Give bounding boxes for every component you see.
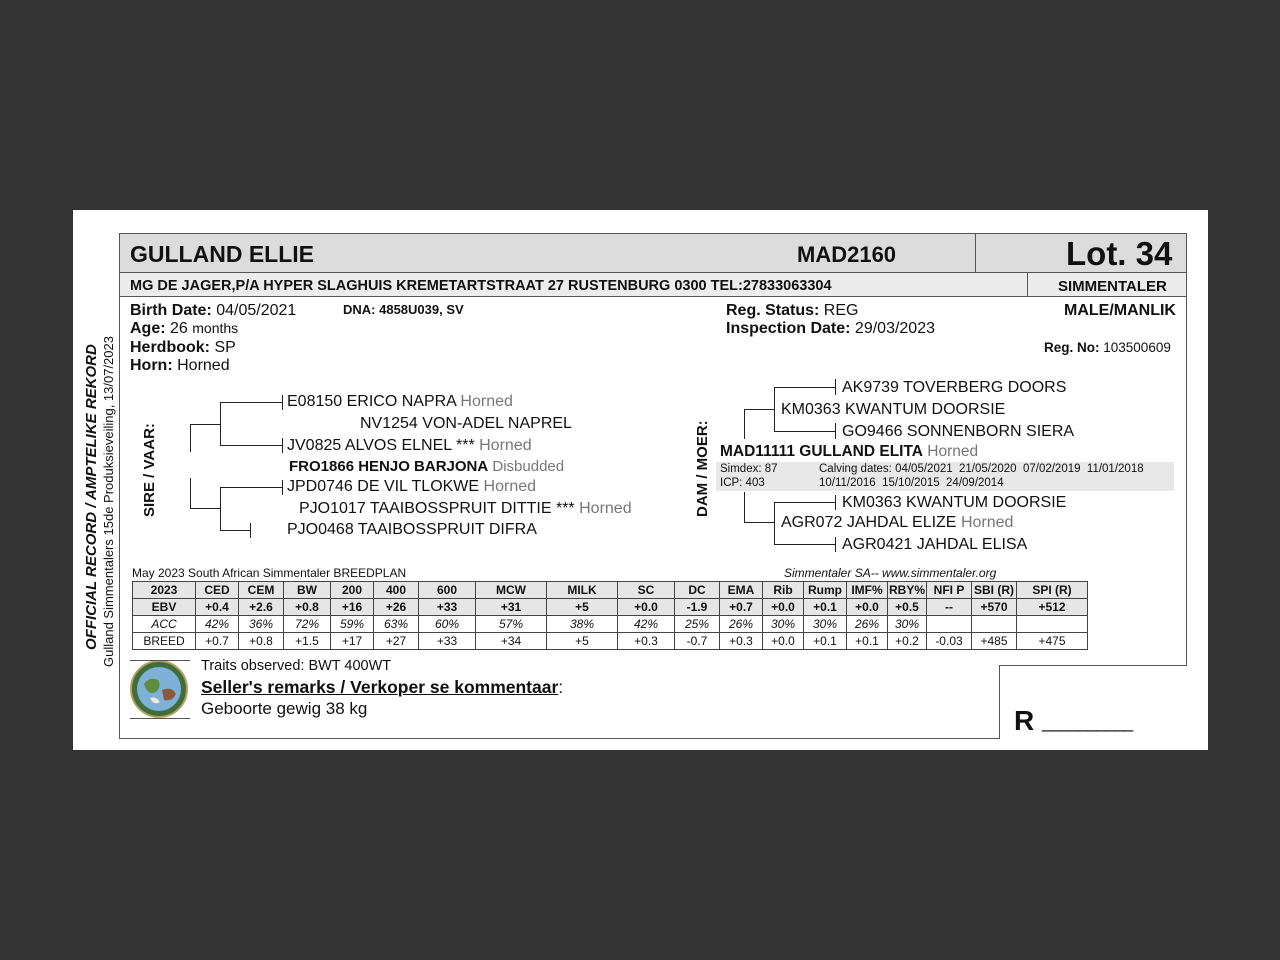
ebv-cell: -1.9 xyxy=(675,599,720,616)
sire-label: SIRE / VAAR: xyxy=(141,423,158,517)
breed-cell: BREED xyxy=(133,633,196,650)
dam-dam-sire: KM0363 KWANTUM DOORSIE xyxy=(842,494,1067,511)
traits-observed: Traits observed: BWT 400WT xyxy=(201,658,392,674)
breed-cell: +27 xyxy=(374,633,419,650)
ebv-cell: +31 xyxy=(476,599,547,616)
breed-cell: +0.2 xyxy=(888,633,927,650)
ebv-header-cell: 200 xyxy=(331,582,374,599)
remarks-heading: Seller's remarks / Verkoper se kommentaar: xyxy=(201,677,564,697)
icp: ICP: 403 xyxy=(720,477,765,489)
ebv-cell: +26 xyxy=(374,599,419,616)
official-record-label: OFFICIAL RECORD / AMPTELIKE REKORD xyxy=(83,344,100,650)
birth-date: Birth Date: 04/05/2021 xyxy=(130,302,297,319)
breed-cell: -0.7 xyxy=(675,633,720,650)
inspection-date: Inspection Date: 29/03/2023 xyxy=(726,320,935,337)
age: Age: 26 months xyxy=(130,320,239,337)
acc-cell xyxy=(972,616,1017,633)
sale-label: Gulland Simmentalers 15de Produksieveiling, 13/07/2023 xyxy=(101,336,116,667)
owner-line: MG DE JAGER,P/A HYPER SLAGHUIS KREMETARTSTRAAT 27 RUSTENBURG 0300 TEL:27833063304 xyxy=(130,278,832,294)
sire-dam: JPD0746 DE VIL TLOKWE Horned xyxy=(287,478,537,495)
ebv-cell: +0.0 xyxy=(847,599,888,616)
breedplan-title: May 2023 South African Simmentaler BREEDPLAN xyxy=(132,566,407,580)
acc-cell: ACC xyxy=(133,616,196,633)
ebv-table xyxy=(132,581,1088,650)
breed-cell: +485 xyxy=(972,633,1017,650)
ebv-header-cell: NFI P xyxy=(927,582,972,599)
website: Simmentaler SA-- www.simmentaler.org xyxy=(784,566,997,580)
ebv-header-cell: MILK xyxy=(547,582,618,599)
remarks-text: Geboorte gewig 38 kg xyxy=(201,699,368,718)
ebv-cell: +512 xyxy=(1017,599,1088,616)
breed-cell: +5 xyxy=(547,633,618,650)
breed-cell: +0.3 xyxy=(618,633,675,650)
ebv-cell: -- xyxy=(927,599,972,616)
breed-cell: +0.3 xyxy=(720,633,763,650)
calving-dates-2: 10/11/2016 15/10/2015 24/09/2014 xyxy=(819,477,1004,489)
breed-cell: +1.5 xyxy=(284,633,331,650)
ebv-header-cell: IMF% xyxy=(847,582,888,599)
breed-cell: +0.1 xyxy=(804,633,847,650)
acc-cell: 38% xyxy=(547,616,618,633)
ebv-cell: +0.0 xyxy=(618,599,675,616)
dam-dam: AGR072 JAHDAL ELIZE Horned xyxy=(781,514,1014,531)
ebv-header-cell: 400 xyxy=(374,582,419,599)
dam-name: MAD11111 GULLAND ELITA Horned xyxy=(720,443,979,460)
ebv-header-cell: Rump xyxy=(804,582,847,599)
sire-dam-dam: PJO0468 TAAIBOSSPRUIT DIFRA xyxy=(287,521,537,538)
ebv-header-cell: MCW xyxy=(476,582,547,599)
simdex: Simdex: 87 xyxy=(720,463,778,475)
animal-id: MAD2160 xyxy=(797,242,897,267)
breed-cell: +33 xyxy=(419,633,476,650)
ebv-header-cell: 600 xyxy=(419,582,476,599)
ebv-header-row xyxy=(133,582,1088,599)
acc-cell: 26% xyxy=(847,616,888,633)
acc-cell: 59% xyxy=(331,616,374,633)
reg-no: Reg. No: 103500609 xyxy=(1044,340,1171,355)
acc-cell: 42% xyxy=(618,616,675,633)
acc-cell: 30% xyxy=(804,616,847,633)
ebv-cell: +0.5 xyxy=(888,599,927,616)
breed-cell: +475 xyxy=(1017,633,1088,650)
ebv-header-cell: RBY% xyxy=(888,583,925,597)
ebv-row xyxy=(133,599,1088,616)
acc-cell: 42% xyxy=(196,616,239,633)
ebv-header-cell: 2023 xyxy=(133,582,196,599)
dna: DNA: 4858U039, SV xyxy=(343,302,464,317)
acc-cell: 57% xyxy=(476,616,547,633)
dam-sire-dam: GO9466 SONNENBORN SIERA xyxy=(842,423,1075,440)
sire-dam-sire: PJO1017 TAAIBOSSPRUIT DITTIE *** Horned xyxy=(299,500,632,517)
breed-cell: +0.7 xyxy=(196,633,239,650)
herdbook: Herdbook: SP xyxy=(130,339,236,356)
acc-cell: 36% xyxy=(239,616,284,633)
ebv-cell: +0.1 xyxy=(804,599,847,616)
horn-status: Horn: Horned xyxy=(130,357,230,374)
acc-cell xyxy=(1017,616,1088,633)
ebv-header-cell: CEM xyxy=(239,582,284,599)
acc-cell: 60% xyxy=(419,616,476,633)
breed-cell: +0.8 xyxy=(239,633,284,650)
ebv-cell: +0.0 xyxy=(763,599,804,616)
acc-cell: 26% xyxy=(720,616,763,633)
sex: MALE/MANLIK xyxy=(1064,302,1176,319)
breed-cell: +34 xyxy=(476,633,547,650)
calving-dates: Calving dates: 04/05/2021 21/05/2020 07/02/2019 11/01/2018 xyxy=(819,463,1144,475)
breed-cell: +17 xyxy=(331,633,374,650)
animal-name: GULLAND ELLIE xyxy=(130,241,314,267)
acc-row xyxy=(133,616,1088,633)
sire-sire-dam-sire: NV1254 VON-ADEL NAPREL xyxy=(360,415,572,432)
ebv-cell: +0.7 xyxy=(720,599,763,616)
reg-status: Reg. Status: REG xyxy=(726,302,859,319)
price-label: R xyxy=(1014,705,1035,736)
breed-label: SIMMENTALER xyxy=(1058,278,1167,295)
ebv-header-cell: SPI (R) xyxy=(1017,582,1088,599)
dam-sire-sire: AK9739 TOVERBERG DOORS xyxy=(842,379,1067,396)
ebv-cell: EBV xyxy=(133,599,196,616)
ebv-header-cell: CED xyxy=(196,582,239,599)
ebv-cell: +0.4 xyxy=(196,599,239,616)
breed-row xyxy=(133,633,1088,650)
acc-cell: 25% xyxy=(675,616,720,633)
sire-of-sire: JV0825 ALVOS ELNEL *** Horned xyxy=(287,437,532,454)
acc-cell: 30% xyxy=(888,616,927,633)
ebv-cell: +16 xyxy=(331,599,374,616)
price-blank[interactable]: __________ xyxy=(1042,712,1133,732)
ebv-cell: +0.8 xyxy=(284,599,331,616)
dam-label: DAM / MOER: xyxy=(694,420,711,517)
ebv-header-cell: EMA xyxy=(720,582,763,599)
acc-cell: 63% xyxy=(374,616,419,633)
ebv-header-cell: SBI (R) xyxy=(972,582,1017,599)
ebv-header-cell: SC xyxy=(618,582,675,599)
ebv-header-cell: Rib xyxy=(763,582,804,599)
lot-number: Lot. 34 xyxy=(1066,235,1173,272)
ebv-header-cell: BW xyxy=(284,582,331,599)
dam-dam-dam: AGR0421 JAHDAL ELISA xyxy=(842,536,1028,553)
ebv-cell: +33 xyxy=(419,599,476,616)
acc-cell: 30% xyxy=(763,616,804,633)
breed-cell: -0.03 xyxy=(927,633,972,650)
ebv-cell: +5 xyxy=(547,599,618,616)
sire-sire: E08150 ERICO NAPRA Horned xyxy=(287,393,513,410)
breed-cell: +0.0 xyxy=(763,633,804,650)
acc-cell: 72% xyxy=(284,616,331,633)
acc-cell xyxy=(927,616,972,633)
society-logo xyxy=(130,660,188,718)
dam-sire: KM0363 KWANTUM DOORSIE xyxy=(781,401,1006,418)
breed-cell: +0.1 xyxy=(847,633,888,650)
ebv-header-cell: DC xyxy=(675,582,720,599)
sire-name: FRO1866 HENJO BARJONA Disbudded xyxy=(289,458,565,475)
ebv-cell: +570 xyxy=(972,599,1017,616)
ebv-cell: +2.6 xyxy=(239,599,284,616)
